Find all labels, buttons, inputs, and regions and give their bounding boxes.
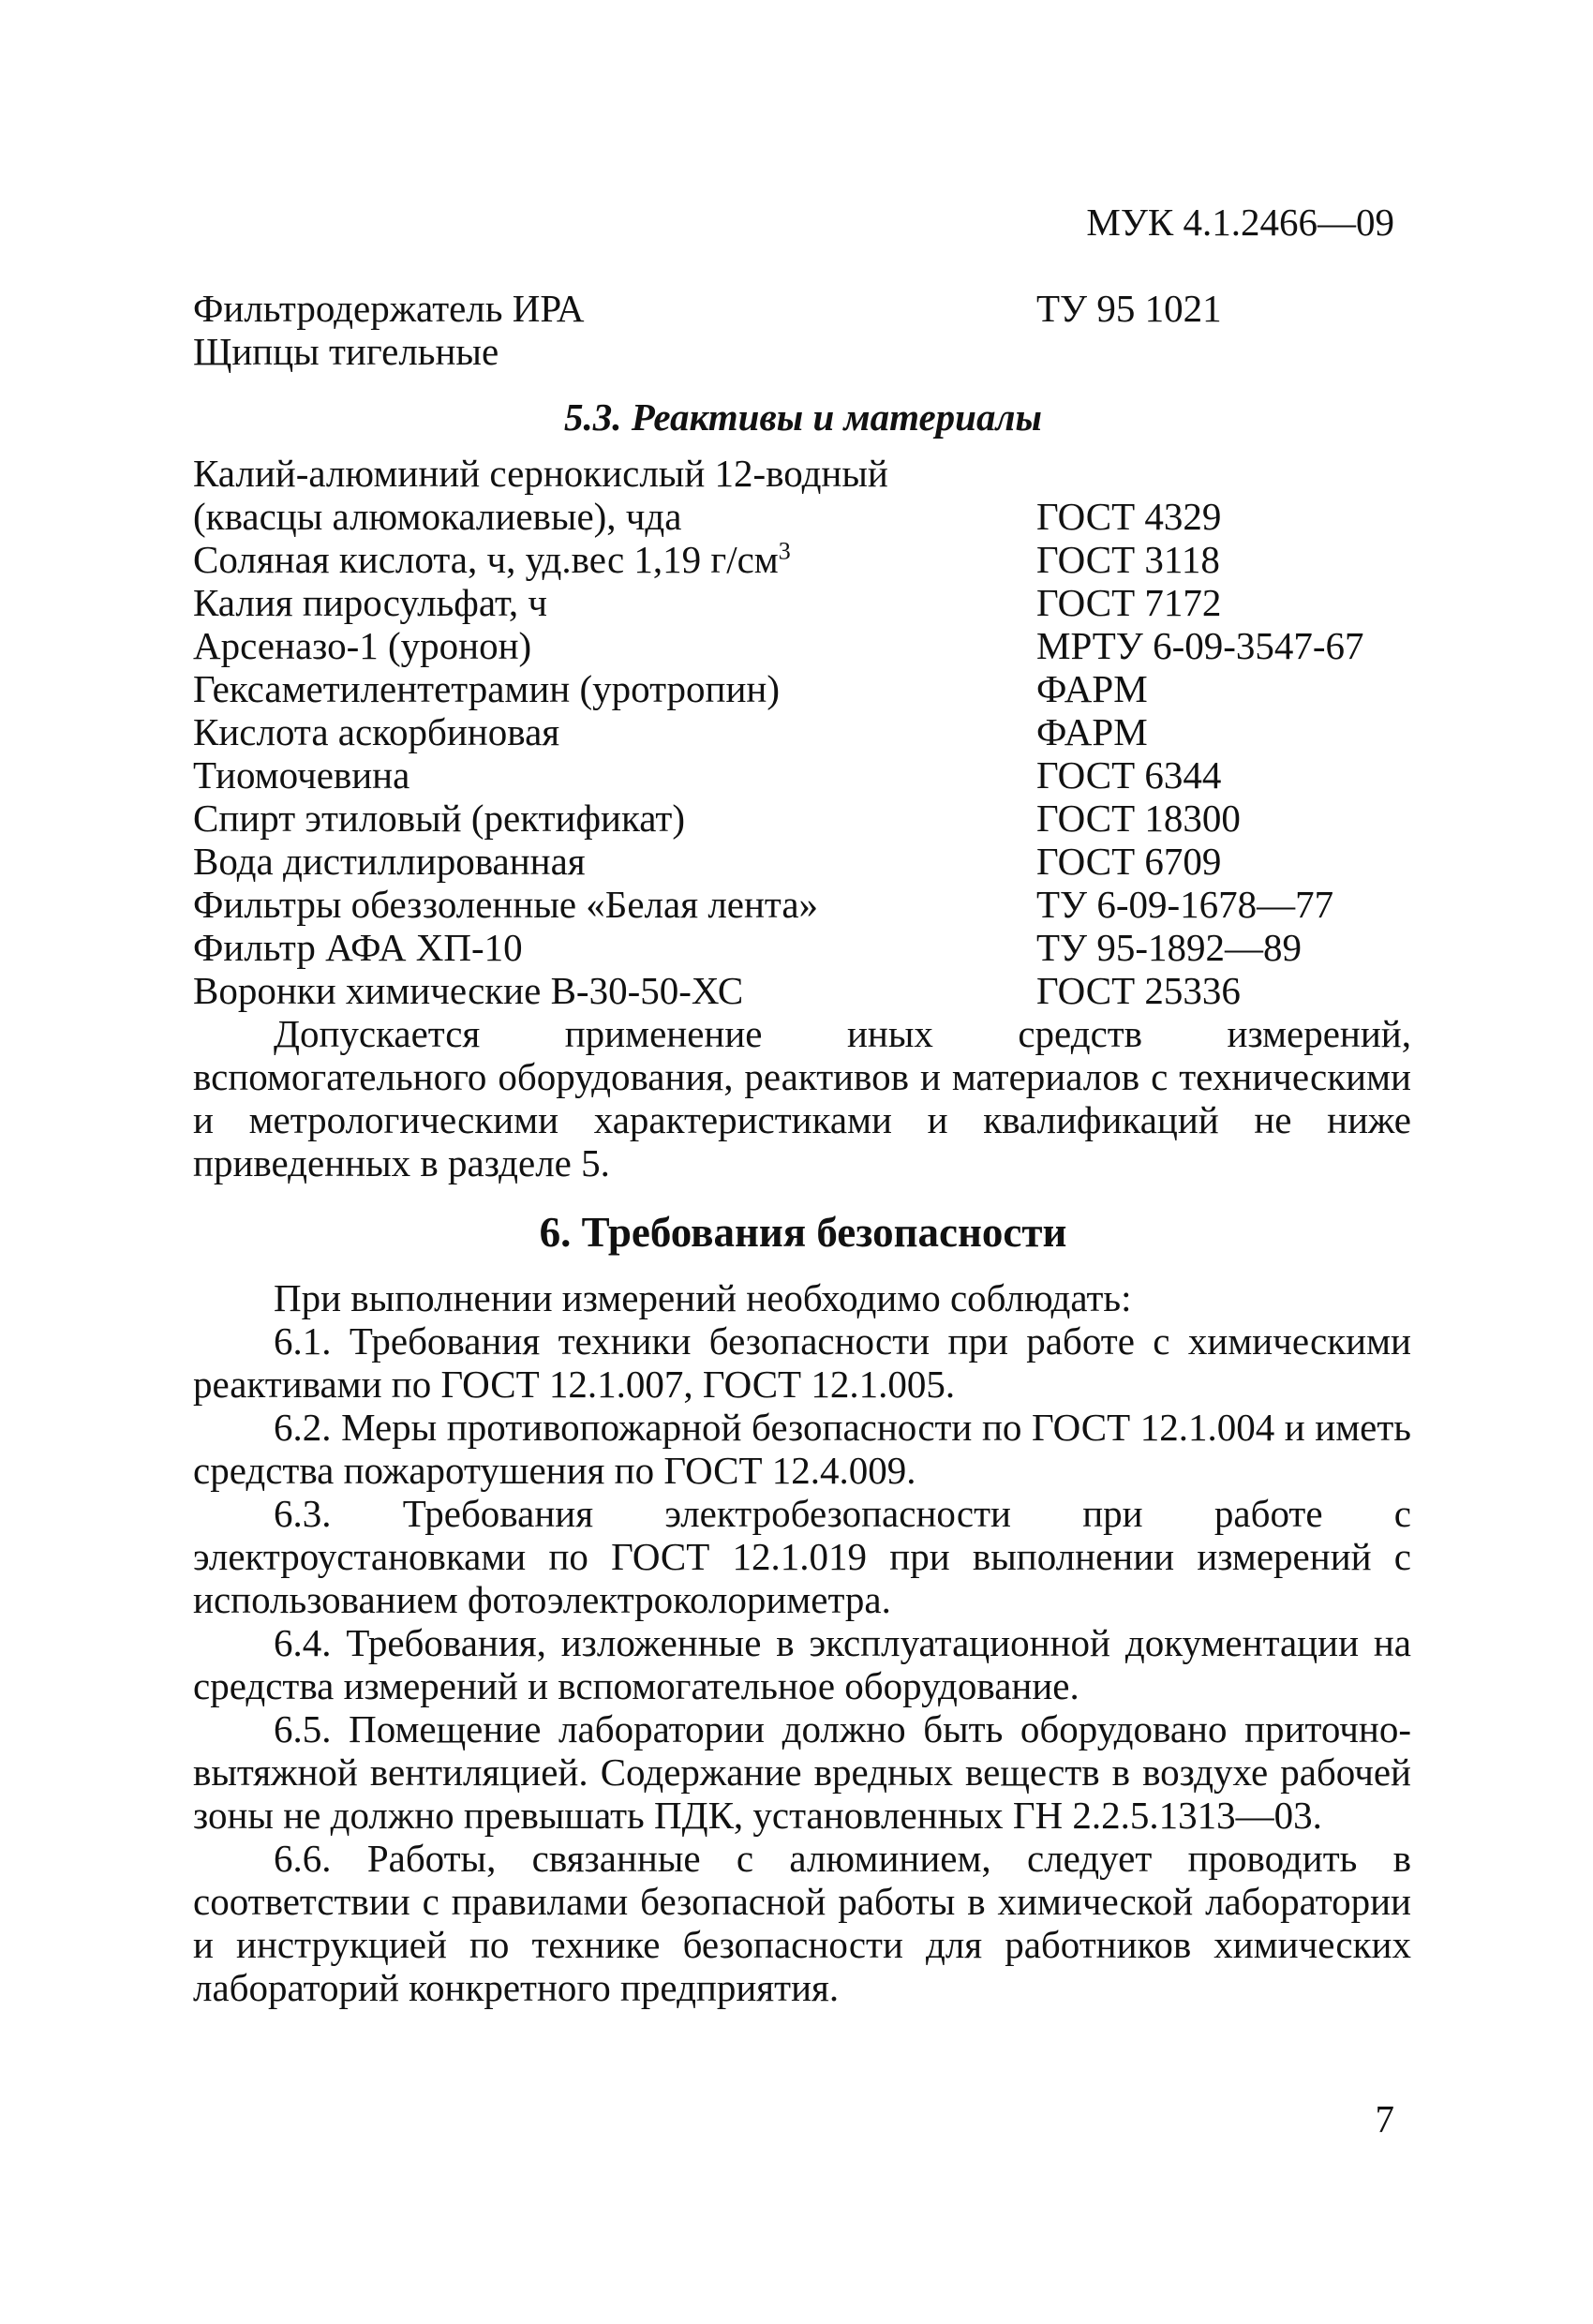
list-item xyxy=(193,452,1411,495)
equipment-list xyxy=(193,287,1411,373)
item-name-with-unit xyxy=(193,538,1036,581)
list-item xyxy=(193,753,1411,797)
item-standard: МРТУ 6-09-3547-67 xyxy=(1036,624,1364,667)
item-standard: ТУ 95-1892—89 xyxy=(1036,926,1302,969)
item-standard: ГОСТ 18300 xyxy=(1036,797,1241,840)
list-item xyxy=(193,926,1411,969)
list-item xyxy=(193,330,1411,373)
item-standard: ГОСТ 7172 xyxy=(1036,581,1222,624)
paragraph-6-5: 6.5. Помещение лаборатории должно быть оборудовано приточно-вытяжной вентиляцией. Содержание вредных веществ в воздухе рабочей зоны не должно превышать ПДК, установленных ГН 2.2.5.1313—03. xyxy=(193,1707,1411,1837)
item-standard: ФАРМ xyxy=(1036,667,1148,710)
item-name: Фильтры обеззоленные «Белая лента» xyxy=(193,883,819,926)
item-name: (квасцы алюмокалиевые), чда xyxy=(193,495,682,538)
section-6-body xyxy=(193,1276,1411,2009)
section-heading-6: 6. Требования безопасности xyxy=(539,1209,1067,1256)
item-standard: ГОСТ 6344 xyxy=(1036,753,1222,797)
item-name: Арсеназо-1 (уронон) xyxy=(193,624,532,667)
list-item xyxy=(193,883,1411,926)
item-name: Калия пиросульфат, ч xyxy=(193,581,547,624)
list-item xyxy=(193,710,1411,753)
item-name: Спирт этиловый (ректификат) xyxy=(193,797,685,840)
list-item xyxy=(193,969,1411,1012)
section-6-intro: При выполнении измерений необходимо соблюдать: xyxy=(274,1276,1132,1319)
document-code: МУК 4.1.2466—09 xyxy=(1086,201,1394,244)
item-name: Вода дистиллированная xyxy=(193,840,586,883)
superscript: 3 xyxy=(778,537,791,565)
paragraph-6-6: 6.6. Работы, связанные с алюминием, следует проводить в соответствии с правилами безопасной работы в химической лаборатории и инструкцией по технике безопасности для работников химических лабораторий конкретного предприятия. xyxy=(193,1837,1411,2009)
item-name: Калий-алюминий сернокислый 12-водный xyxy=(193,452,888,495)
list-item xyxy=(193,667,1411,710)
reagents-list xyxy=(193,452,1411,1012)
paragraph-6-1: 6.1. Требования техники безопасности при работе с химическими реактивами по ГОСТ 12.1.007, ГОСТ 12.1.005. xyxy=(193,1319,1411,1406)
item-standard: ГОСТ 6709 xyxy=(1036,840,1222,883)
item-name: Кислота аскорбиновая xyxy=(193,710,560,753)
list-item xyxy=(193,581,1411,624)
item-name: Щипцы тигельные xyxy=(193,330,499,373)
list-item xyxy=(193,287,1411,330)
item-standard: ТУ 6-09-1678—77 xyxy=(1036,883,1334,926)
item-standard: ФАРМ xyxy=(1036,710,1148,753)
list-item xyxy=(193,495,1411,538)
item-name: Фильтр АФА ХП-10 xyxy=(193,926,523,969)
reagents-note-block xyxy=(193,1012,1411,1184)
list-item xyxy=(193,624,1411,667)
list-item xyxy=(193,840,1411,883)
section-heading-5-3: 5.3. Реактивы и материалы xyxy=(564,395,1042,439)
list-item xyxy=(193,538,1411,581)
item-standard: ГОСТ 4329 xyxy=(1036,495,1222,538)
item-name: Соляная кислота, ч, уд.вес 1,19 г/см xyxy=(193,538,779,581)
item-standard: ГОСТ 25336 xyxy=(1036,969,1241,1012)
reagents-note: Допускается применение иных средств измерений, вспомогательного оборудования, реактивов и материалов с техническими и метрологическими характеристиками и квалификаций не ниже приведенных в разделе 5. xyxy=(193,1012,1411,1184)
item-name: Гексаметилентетрамин (уротропин) xyxy=(193,667,780,710)
paragraph-6-3: 6.3. Требования электробезопасности при работе с электроустановками по ГОСТ 12.1.019 при выполнении измерений с использованием фотоэлектроколориметра. xyxy=(193,1492,1411,1621)
paragraph-6-4: 6.4. Требования, изложенные в эксплуатационной документации на средства измерений и вспомогательное оборудование. xyxy=(193,1621,1411,1707)
item-name: Тиомочевина xyxy=(193,753,410,797)
item-name: Фильтродержатель ИРА xyxy=(193,287,585,330)
paragraph-6-2: 6.2. Меры противопожарной безопасности по ГОСТ 12.1.004 и иметь средства пожаротушения по ГОСТ 12.4.009. xyxy=(193,1406,1411,1492)
list-item xyxy=(193,797,1411,840)
page-number: 7 xyxy=(1375,2097,1394,2140)
item-standard: ГОСТ 3118 xyxy=(1036,538,1220,581)
item-standard: ТУ 95 1021 xyxy=(1036,287,1222,330)
item-name: Воронки химические В-30-50-ХС xyxy=(193,969,744,1012)
